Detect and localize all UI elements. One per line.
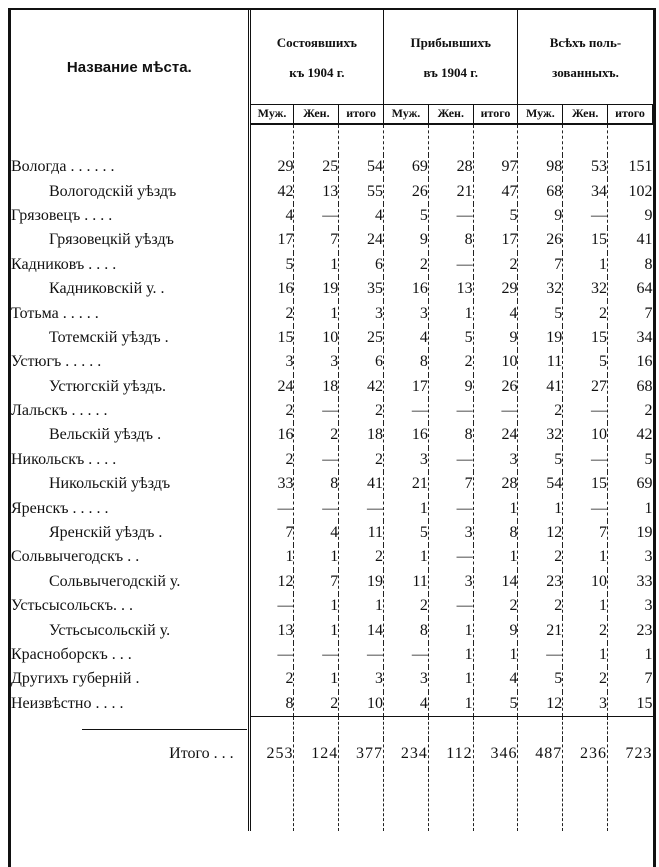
total-value-cell: 236 [563, 739, 608, 769]
value-cell: — [339, 643, 384, 667]
value-cell: 11 [384, 570, 429, 594]
value-cell: 1 [294, 667, 339, 691]
place-name-cell: Вологодскій уѣздъ [11, 179, 249, 203]
place-name-cell: Сольвычегодскій у. [11, 570, 249, 594]
value-cell: 5 [644, 450, 653, 468]
place-name-cell: Другихъ губерній . [11, 667, 249, 691]
value-cell: 13 [249, 618, 294, 642]
table-row [11, 301, 653, 325]
place-name-cell: Вельскій уѣздъ . [11, 423, 249, 447]
value-cell: 4 [249, 204, 294, 228]
value-cell: 18 [339, 423, 384, 447]
value-cell: 24 [339, 228, 384, 252]
value-cell: 7 [563, 521, 608, 545]
value-cell: 15 [636, 694, 653, 712]
subcol-total: итого [339, 104, 384, 124]
value-cell: 3 [384, 667, 429, 691]
value-cell: 1 [294, 618, 339, 642]
table-row [11, 204, 653, 228]
value-cell: 1 [428, 301, 473, 325]
value-cell: 54 [518, 472, 563, 496]
table-row [11, 496, 653, 520]
table-row [11, 594, 653, 618]
value-cell: 26 [384, 179, 429, 203]
value-cell: 8 [384, 350, 429, 374]
table-row [11, 179, 653, 203]
value-cell: — [473, 399, 518, 423]
value-cell: 53 [563, 155, 608, 179]
place-name-cell: Вологда . . . . . . [11, 155, 249, 179]
value-cell: 13 [428, 277, 473, 301]
value-cell: 1 [563, 545, 608, 569]
table-row [11, 692, 653, 717]
table-row [11, 521, 653, 545]
subcol-male: Муж. [518, 104, 563, 124]
value-cell: 2 [473, 594, 518, 618]
table-row [11, 570, 653, 594]
value-cell: 21 [384, 472, 429, 496]
total-value-cell: 112 [428, 739, 473, 769]
value-cell: 41 [339, 472, 384, 496]
value-cell: 1 [428, 643, 473, 667]
place-name-cell: Устьсысольскъ. . . [11, 594, 249, 618]
total-separator-row [11, 716, 653, 739]
value-cell: 5 [384, 204, 429, 228]
value-cell: 68 [636, 377, 653, 395]
place-name-header: Название мѣста. [11, 10, 249, 124]
value-cell: 5 [384, 521, 429, 545]
value-cell: 47 [473, 179, 518, 203]
value-cell: 5 [428, 326, 473, 350]
value-cell: 1 [384, 545, 429, 569]
value-cell: 5 [518, 448, 563, 472]
separator-line [82, 729, 247, 730]
table-tail-row [11, 769, 653, 831]
subcol-total: итого [473, 104, 518, 124]
value-cell: 17 [384, 375, 429, 399]
value-cell: — [294, 399, 339, 423]
value-cell: 23 [518, 570, 563, 594]
value-cell: 2 [294, 423, 339, 447]
value-cell: 97 [473, 155, 518, 179]
value-cell: 11 [518, 350, 563, 374]
value-cell: 8 [428, 423, 473, 447]
value-cell: 1 [518, 496, 563, 520]
total-value-cell: 124 [294, 739, 339, 769]
place-name-cell: Кадниковскій у. . [11, 277, 249, 301]
value-cell: — [428, 545, 473, 569]
value-cell: 21 [518, 618, 563, 642]
table-row [11, 472, 653, 496]
value-cell: — [384, 399, 429, 423]
total-value-cell: 377 [339, 739, 384, 769]
value-cell: 15 [563, 326, 608, 350]
patients-by-place-table [11, 10, 653, 831]
value-cell: 13 [294, 179, 339, 203]
value-cell: 27 [563, 375, 608, 399]
value-cell: 64 [636, 280, 653, 298]
place-name-cell: Никольскій уѣздъ [11, 472, 249, 496]
value-cell: 3 [384, 448, 429, 472]
table-row [11, 667, 653, 691]
value-cell: 9 [428, 375, 473, 399]
value-cell: 2 [428, 350, 473, 374]
value-cell: 16 [384, 277, 429, 301]
value-cell: 8 [644, 255, 653, 273]
value-cell: 69 [636, 475, 653, 493]
value-cell: 32 [563, 277, 608, 301]
value-cell: 1 [428, 667, 473, 691]
value-cell: — [249, 496, 294, 520]
value-cell: 2 [518, 594, 563, 618]
group-header-line1: Состоявшихъ [276, 35, 357, 51]
value-cell: 1 [644, 646, 653, 663]
value-cell: 3 [644, 597, 653, 615]
value-cell: 3 [249, 350, 294, 374]
table-body [11, 124, 653, 831]
value-cell: — [249, 594, 294, 618]
value-cell: 12 [518, 521, 563, 545]
value-cell: 102 [628, 182, 653, 200]
value-cell: 19 [636, 524, 653, 542]
value-cell: 8 [294, 472, 339, 496]
value-cell: 29 [473, 277, 518, 301]
value-cell: 33 [249, 472, 294, 496]
table-row [11, 423, 653, 447]
value-cell: 4 [473, 301, 518, 325]
value-cell: 23 [636, 621, 653, 639]
value-cell: 2 [384, 253, 429, 277]
value-cell: 3 [339, 667, 384, 691]
value-cell: 6 [339, 350, 384, 374]
total-value-cell: 346 [473, 739, 518, 769]
value-cell: 4 [294, 521, 339, 545]
value-cell: 4 [473, 667, 518, 691]
value-cell: 2 [249, 399, 294, 423]
subcol-male: Муж. [384, 104, 429, 124]
value-cell: 19 [294, 277, 339, 301]
total-row [11, 739, 653, 769]
value-cell: 5 [249, 253, 294, 277]
statistical-table-page [8, 8, 656, 867]
value-cell: 3 [428, 521, 473, 545]
value-cell: 16 [384, 423, 429, 447]
value-cell: — [428, 253, 473, 277]
value-cell: 28 [473, 472, 518, 496]
value-cell: 32 [518, 423, 563, 447]
value-cell: 1 [563, 594, 608, 618]
header-spacer-row [11, 124, 653, 155]
total-value-cell: 487 [518, 739, 563, 769]
value-cell: 19 [518, 326, 563, 350]
total-value-cell: 253 [249, 739, 294, 769]
place-name-cell: Тотьма . . . . . [11, 301, 249, 325]
value-cell: — [294, 496, 339, 520]
value-cell: 10 [563, 570, 608, 594]
value-cell: 7 [294, 228, 339, 252]
group-header-line1: Всѣхъ поль- [549, 35, 622, 51]
value-cell: 15 [563, 228, 608, 252]
value-cell: — [294, 448, 339, 472]
value-cell: 42 [636, 426, 653, 444]
value-cell: 18 [294, 375, 339, 399]
value-cell: 1 [428, 618, 473, 642]
table-row [11, 643, 653, 667]
value-cell: 4 [384, 692, 429, 717]
value-cell: 3 [294, 350, 339, 374]
value-cell: 24 [473, 423, 518, 447]
group-header-present [249, 10, 383, 104]
value-cell: 14 [473, 570, 518, 594]
value-cell: 16 [636, 353, 653, 371]
value-cell: 17 [249, 228, 294, 252]
value-cell: 10 [473, 350, 518, 374]
value-cell: 35 [339, 277, 384, 301]
value-cell: 17 [473, 228, 518, 252]
place-name-cell: Красноборскъ . . . [11, 643, 249, 667]
value-cell: 2 [384, 594, 429, 618]
value-cell: 34 [636, 328, 653, 346]
value-cell: — [428, 496, 473, 520]
value-cell: — [563, 448, 608, 472]
value-cell: — [428, 399, 473, 423]
value-cell: 19 [339, 570, 384, 594]
group-header-line2: зованныхъ. [552, 65, 619, 81]
value-cell: 3 [428, 570, 473, 594]
value-cell: 4 [384, 326, 429, 350]
value-cell: 12 [249, 570, 294, 594]
value-cell: 2 [339, 448, 384, 472]
value-cell: 10 [339, 692, 384, 717]
subcol-total: итого [608, 104, 653, 124]
total-value-cell: 723 [625, 744, 653, 762]
table-row [11, 448, 653, 472]
value-cell: — [339, 496, 384, 520]
place-name-cell: Неизвѣстно . . . . [11, 692, 249, 717]
value-cell: 41 [636, 231, 653, 249]
value-cell: 1 [294, 594, 339, 618]
value-cell: 1 [294, 545, 339, 569]
value-cell: 1 [473, 496, 518, 520]
value-cell: 5 [473, 692, 518, 717]
value-cell: 3 [473, 448, 518, 472]
value-cell: 12 [518, 692, 563, 717]
value-cell: 11 [339, 521, 384, 545]
place-name-cell: Устьсысольскій у. [11, 618, 249, 642]
value-cell: 1 [294, 301, 339, 325]
group-header-all-treated [518, 10, 653, 104]
value-cell: — [428, 448, 473, 472]
value-cell: 2 [294, 692, 339, 717]
value-cell: 10 [294, 326, 339, 350]
value-cell: — [518, 643, 563, 667]
subcol-female: Жен. [563, 104, 608, 124]
group-header-line1: Прибывшихъ [410, 35, 492, 51]
value-cell: — [294, 204, 339, 228]
value-cell: 42 [249, 179, 294, 203]
value-cell: 24 [249, 375, 294, 399]
table-row [11, 277, 653, 301]
place-name-cell: Устюгъ . . . . . [11, 350, 249, 374]
value-cell: 2 [249, 448, 294, 472]
total-label: Итого . . . [11, 739, 249, 769]
value-cell: 5 [518, 301, 563, 325]
table-row [11, 350, 653, 374]
place-name-cell: Лальскъ . . . . . [11, 399, 249, 423]
value-cell: — [563, 204, 608, 228]
value-cell: 151 [628, 158, 653, 176]
value-cell: 6 [339, 253, 384, 277]
table-row [11, 618, 653, 642]
place-name-cell: Яренскій уѣздъ . [11, 521, 249, 545]
value-cell: 8 [384, 618, 429, 642]
value-cell: 2 [473, 253, 518, 277]
value-cell: 25 [339, 326, 384, 350]
value-cell: 8 [428, 228, 473, 252]
value-cell: 9 [384, 228, 429, 252]
value-cell: 1 [563, 253, 608, 277]
value-cell: 3 [339, 301, 384, 325]
value-cell: 10 [563, 423, 608, 447]
value-cell: 2 [563, 618, 608, 642]
table-row [11, 399, 653, 423]
group-header-arrived [384, 10, 518, 104]
value-cell: 1 [339, 594, 384, 618]
value-cell: 7 [428, 472, 473, 496]
value-cell: 15 [563, 472, 608, 496]
value-cell: 9 [473, 618, 518, 642]
place-name-cell: Никольскъ . . . . [11, 448, 249, 472]
value-cell: 4 [339, 204, 384, 228]
value-cell: 1 [473, 643, 518, 667]
value-cell: 1 [644, 499, 653, 517]
value-cell: 7 [294, 570, 339, 594]
value-cell: 33 [636, 572, 653, 590]
value-cell: — [563, 496, 608, 520]
subcol-male: Муж. [249, 104, 294, 124]
value-cell: 2 [518, 399, 563, 423]
subcol-female: Жен. [428, 104, 473, 124]
value-cell: 98 [518, 155, 563, 179]
table-row [11, 545, 653, 569]
value-cell: 5 [518, 667, 563, 691]
value-cell: — [249, 643, 294, 667]
value-cell: 9 [473, 326, 518, 350]
value-cell: 5 [563, 350, 608, 374]
value-cell: — [428, 594, 473, 618]
value-cell: 3 [644, 548, 653, 566]
place-name-cell: Грязовецкій уѣздъ [11, 228, 249, 252]
value-cell: 9 [644, 206, 653, 224]
place-name-cell: Тотемскій уѣздъ . [11, 326, 249, 350]
value-cell: 28 [428, 155, 473, 179]
table-row [11, 228, 653, 252]
table-row [11, 155, 653, 179]
total-value-cell: 234 [384, 739, 429, 769]
value-cell: 42 [339, 375, 384, 399]
value-cell: 1 [384, 496, 429, 520]
place-name-cell: Яренскъ . . . . . [11, 496, 249, 520]
place-name-cell: Устюгскій уѣздъ. [11, 375, 249, 399]
value-cell: 7 [249, 521, 294, 545]
value-cell: 7 [518, 253, 563, 277]
value-cell: 2 [249, 667, 294, 691]
value-cell: 32 [518, 277, 563, 301]
value-cell: 3 [563, 692, 608, 717]
group-header-line2: въ 1904 г. [423, 65, 478, 81]
value-cell: 25 [294, 155, 339, 179]
value-cell: 68 [518, 179, 563, 203]
value-cell: 54 [339, 155, 384, 179]
value-cell: 26 [518, 228, 563, 252]
value-cell: 41 [518, 375, 563, 399]
table-row [11, 253, 653, 277]
value-cell: 55 [339, 179, 384, 203]
value-cell: 1 [249, 545, 294, 569]
value-cell: — [563, 399, 608, 423]
value-cell: — [294, 643, 339, 667]
value-cell: 16 [249, 277, 294, 301]
value-cell: 34 [563, 179, 608, 203]
value-cell: 3 [384, 301, 429, 325]
value-cell: 1 [563, 643, 608, 667]
value-cell: 2 [339, 545, 384, 569]
value-cell: 7 [644, 304, 653, 322]
value-cell: 5 [473, 204, 518, 228]
value-cell: 14 [339, 618, 384, 642]
value-cell: 69 [384, 155, 429, 179]
place-name-cell: Грязовецъ . . . . [11, 204, 249, 228]
place-name-cell: Кадниковъ . . . . [11, 253, 249, 277]
value-cell: 8 [473, 521, 518, 545]
value-cell: — [384, 643, 429, 667]
table-row [11, 326, 653, 350]
table-row [11, 375, 653, 399]
value-cell: 16 [249, 423, 294, 447]
value-cell: 29 [249, 155, 294, 179]
value-cell: 1 [294, 253, 339, 277]
subcol-female: Жен. [294, 104, 339, 124]
value-cell: 2 [249, 301, 294, 325]
value-cell: 2 [644, 402, 653, 420]
value-cell: 15 [249, 326, 294, 350]
value-cell: 7 [644, 670, 653, 688]
value-cell: 9 [518, 204, 563, 228]
group-header-line2: къ 1904 г. [289, 65, 345, 81]
value-cell: 1 [428, 692, 473, 717]
place-name-cell: Сольвычегодскъ . . [11, 545, 249, 569]
value-cell: 1 [473, 545, 518, 569]
value-cell: 26 [473, 375, 518, 399]
value-cell: 2 [518, 545, 563, 569]
value-cell: 2 [563, 667, 608, 691]
value-cell: 2 [563, 301, 608, 325]
value-cell: 2 [339, 399, 384, 423]
value-cell: — [428, 204, 473, 228]
value-cell: 21 [428, 179, 473, 203]
value-cell: 8 [249, 692, 294, 717]
